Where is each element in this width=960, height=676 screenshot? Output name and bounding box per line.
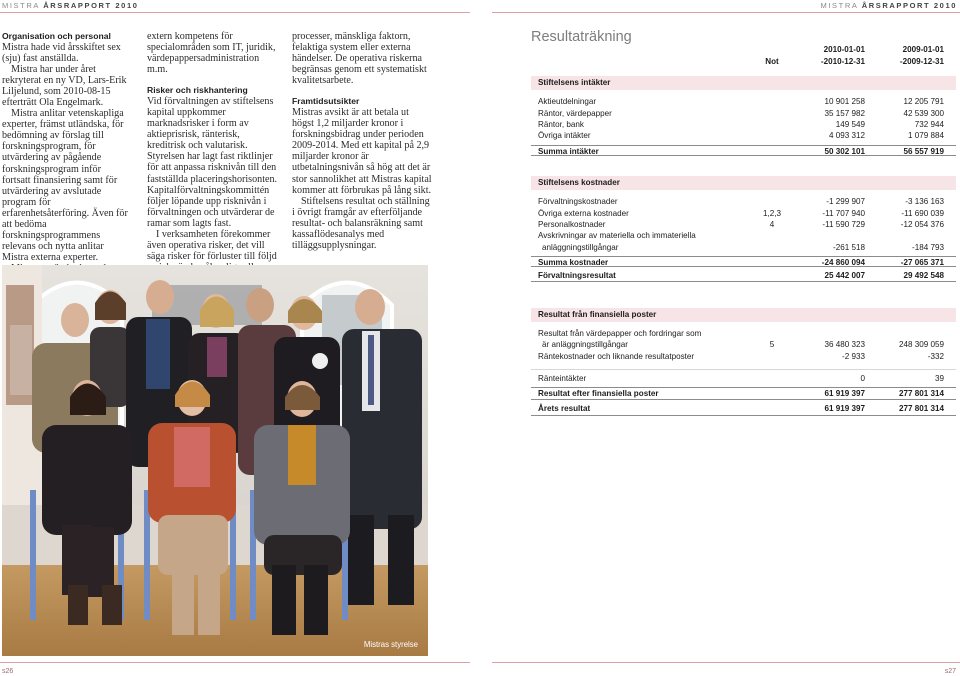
text-column-2 xyxy=(147,31,280,284)
table-row xyxy=(531,119,956,130)
value-2010: -2 933 xyxy=(842,351,865,361)
value-2010: -11 707 940 xyxy=(822,208,865,218)
board-group-photo xyxy=(2,265,428,656)
column-header-row xyxy=(531,56,956,68)
page-number-left: s26 xyxy=(2,668,14,675)
page-number-right: s27 xyxy=(944,668,956,675)
section-band-financial xyxy=(531,308,956,322)
value-2010: 61 919 397 xyxy=(824,404,865,414)
value-2010: -11 590 729 xyxy=(822,219,865,229)
paragraph: processer, mänskliga faktorn, felaktiga system eller externa händelser. De operativa riskerna begränsas genom ett systematiskt kvalitetsarbete. xyxy=(292,31,427,87)
table-row-depreciation-cont xyxy=(531,242,956,253)
paragraph: extern kompetens för specialområden som IT, juridik, värdepappersadministration m.m. xyxy=(147,31,276,76)
table-row xyxy=(531,219,956,230)
value-2010: -24 860 094 xyxy=(821,258,865,268)
photo-illustration xyxy=(2,265,428,656)
section-label: Stiftelsens intäkter xyxy=(538,78,611,88)
value-2010: 25 442 007 xyxy=(824,271,865,281)
value-2010: 36 480 323 xyxy=(824,340,865,350)
header-rule xyxy=(0,12,470,13)
col-2009-to: -2009-12-31 xyxy=(899,56,944,66)
value-2009: 42 539 300 xyxy=(903,108,944,118)
table-row xyxy=(531,208,956,219)
row-label: Årets resultat xyxy=(538,404,591,414)
paragraph: Mistra hade vid årsskiftet sex (sju) fast anställda. xyxy=(2,42,121,65)
value-2009: 277 801 314 xyxy=(898,404,944,414)
row-label: Summa kostnader xyxy=(538,258,609,268)
section-heading-organisation: Organisation och personal xyxy=(2,31,111,41)
paragraph: Stiftelsens resultat och ställning i övrigt framgår av efterföljande resultat- och balansräkning samt kassaflödesanalys med tilläggsupplysningar. xyxy=(292,195,430,251)
value-2009: -11 690 039 xyxy=(901,208,944,218)
summary-row-year-result xyxy=(531,403,956,416)
row-label: anläggningstillgångar xyxy=(542,242,619,252)
value-2009: 12 205 791 xyxy=(903,97,944,107)
footer-rule xyxy=(492,662,960,663)
row-label: Räntor, bank xyxy=(538,119,584,129)
value-2010: 35 157 982 xyxy=(824,108,865,118)
paragraph: Mistra anlitar vetenskapliga experter, främst utländska, för bedömning av förslag till forskningsprogram, för utvärdering av pågående forskningsprogram inför fortsatt finansiering samt för utvärdering av avslutade program för erfarenhetsåterföring. Även för att bedöma forskningsprogrammens relevans och nytta anlitar Mistra externa experter. xyxy=(2,108,128,263)
divider xyxy=(531,362,956,370)
value-2009: 29 492 548 xyxy=(903,271,944,281)
text-column-3 xyxy=(292,31,432,251)
paragraph: Vid förvaltningen av stiftelsens kapital uppkommer marknadsrisker i form av aktieprisrisk, ränterisk, kreditrisk och valutarisk. Styrelsen har lagt fast riktlinjer för att anpassa risknivån till den fastställda placeringshorisonten. Kapitalförvaltningskommittén följer löpande upp risknivån i förvaltningen och utvärderar de ramar som lagts fast. xyxy=(147,96,278,229)
section-label: Stiftelsens kostnader xyxy=(538,178,620,188)
value-2009: -27 065 371 xyxy=(900,258,944,268)
value-2009: 39 xyxy=(934,374,944,384)
table-row-securities xyxy=(531,328,956,339)
row-label: Räntekostnader och liknande resultatposter xyxy=(538,351,695,361)
income-rows xyxy=(531,96,956,142)
row-label: Summa intäkter xyxy=(538,146,599,156)
value-2010: 10 901 258 xyxy=(824,97,865,107)
paragraph: Mistra har under året rekryterat en ny VD, Lars-Erik Liljelund, som 2010-08-15 efterträtt Ola Engelmark. xyxy=(2,64,127,109)
row-label: Förvaltningskostnader xyxy=(538,197,618,207)
paragraph: Mistras avsikt är att betala ut högst 1,2 miljarder kronor i forskningsbidrag under perioden 2009-2014. Med ett kapital på 2,9 miljarder kronor är utbetalningsnivån så hög att det är stor sannolikhet att Mistras kapital kommer att förbrukas på lång sikt. xyxy=(292,107,432,196)
col-2010-from: 2010-01-01 xyxy=(823,45,865,54)
row-label: Ränteintäkter xyxy=(538,374,587,384)
section-band-costs xyxy=(531,176,956,190)
table-row xyxy=(531,108,956,119)
summary-row-admin-result xyxy=(531,270,956,281)
row-label: Aktieutdelningar xyxy=(538,97,597,107)
row-label: Räntor, värdepapper xyxy=(538,108,612,118)
section-label: Resultat från finansiella poster xyxy=(538,309,657,319)
spacer xyxy=(531,156,956,170)
value-2009: 248 309 059 xyxy=(898,340,944,350)
value-2009: -12 054 376 xyxy=(900,219,944,229)
value-2010: 4 093 312 xyxy=(828,131,865,141)
note-column-header: Not xyxy=(765,56,779,66)
section-heading-risks: Risker och riskhantering xyxy=(147,85,248,96)
table-row-interest-income xyxy=(531,373,956,384)
value-2009: -332 xyxy=(927,351,944,361)
running-head-right xyxy=(821,1,958,10)
table-row xyxy=(531,196,956,207)
value-2009: 1 079 884 xyxy=(907,131,944,141)
row-label: Övriga intäkter xyxy=(538,131,591,141)
note-ref: 1,2,3 xyxy=(762,208,781,218)
statement-title: Resultaträkning xyxy=(531,29,632,45)
header-rule xyxy=(492,12,960,13)
table-row-interest-cost xyxy=(531,351,956,362)
value-2010: 149 549 xyxy=(835,119,865,129)
summary-row-income xyxy=(531,145,956,156)
row-label: är anläggningstillgångar xyxy=(542,340,628,350)
text-column-1 xyxy=(2,31,132,285)
paragraph: I verksamheten förekommer även operativa risker, det vill säga risker för förluster till följd xyxy=(147,228,277,262)
col-2009-from: 2009-01-01 xyxy=(902,45,944,54)
summary-row-costs xyxy=(531,256,956,267)
value-2010: -261 518 xyxy=(833,242,865,252)
value-2010: 50 302 101 xyxy=(824,146,865,156)
section-band-income xyxy=(531,76,956,90)
summary-row-after-financial xyxy=(531,387,956,400)
report-title: ÅRSRAPPORT 2010 xyxy=(43,1,139,10)
value-2009: 277 801 314 xyxy=(898,389,944,399)
row-label: Avskrivningar av materiella och immateriella xyxy=(538,231,696,241)
section-heading-outlook: Framtidsutsikter xyxy=(292,96,360,107)
table-row-depreciation xyxy=(531,230,956,241)
row-label: Resultat från värdepapper och fordringar som xyxy=(538,328,702,338)
table-row-securities-cont xyxy=(531,339,956,350)
row-label: Förvaltningsresultat xyxy=(538,271,616,281)
report-title: ÅRSRAPPORT 2010 xyxy=(861,1,957,10)
col-2010-to: -2010-12-31 xyxy=(820,56,865,66)
brand-name: MISTRA xyxy=(2,1,40,10)
photo-caption: Mistras styrelse xyxy=(363,640,418,649)
row-label: Resultat efter finansiella poster xyxy=(538,389,659,399)
value-2009: -184 793 xyxy=(912,242,944,252)
row-label: Övriga externa kostnader xyxy=(538,208,629,218)
note-ref: 5 xyxy=(769,340,775,350)
value-2010: 61 919 397 xyxy=(824,389,865,399)
value-2009: 56 557 919 xyxy=(903,146,944,156)
income-statement xyxy=(531,44,956,416)
cost-rows xyxy=(531,196,956,230)
row-label: Personalkostnader xyxy=(538,219,606,229)
table-row xyxy=(531,96,956,107)
note-ref: 4 xyxy=(769,219,775,229)
value-2010: -1 299 907 xyxy=(826,197,865,207)
spacer xyxy=(531,282,956,302)
table-row xyxy=(531,130,956,141)
column-header-row xyxy=(531,44,956,56)
value-2009: -3 136 163 xyxy=(905,197,944,207)
value-2009: 732 944 xyxy=(914,119,944,129)
running-head-left xyxy=(2,1,139,10)
footer-rule xyxy=(0,662,470,663)
value-2010: 0 xyxy=(860,374,865,384)
brand-name: MISTRA xyxy=(820,1,859,10)
